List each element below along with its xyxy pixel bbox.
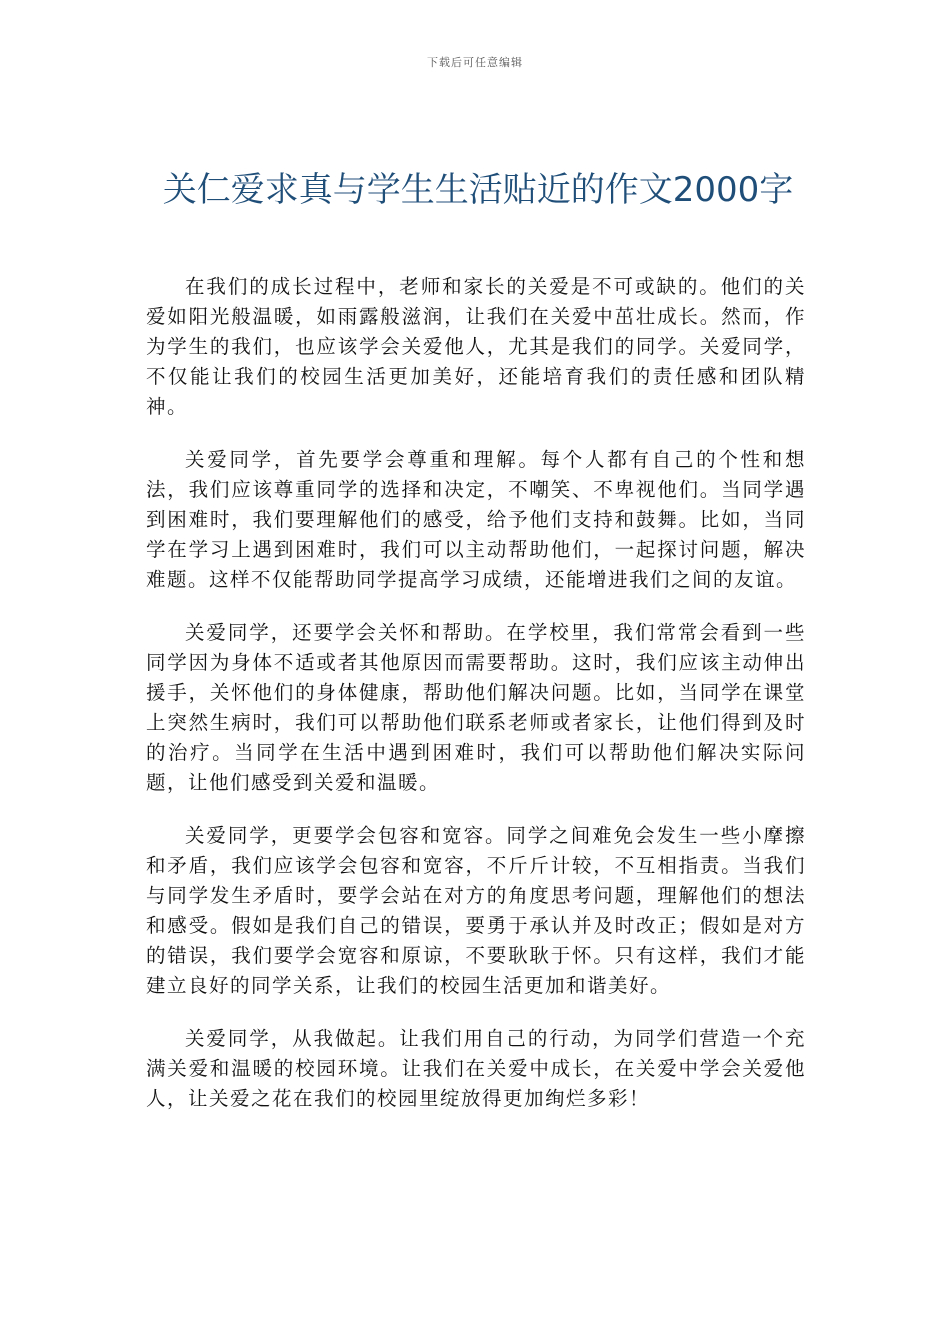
document-title: 关仁爱求真与学生生活贴近的作文2000字 — [162, 170, 794, 210]
body-paragraph: 关爱同学，还要学会关怀和帮助。在学校里，我们常常会看到一些同学因为身体不适或者其他原因而需要帮助。这时，我们应该主动伸出援手，关怀他们的身体健康，帮助他们解决问题。比如，当同学在课堂上突然生病时，我们可以帮助他们联系老师或者家长，让他们得到及时的治疗。当同学在生活中遇到困难时，我们可以帮助他们解决实际问题，让他们感受到关爱和温暖。 — [146, 621, 806, 794]
body-paragraph: 在我们的成长过程中，老师和家长的关爱是不可或缺的。他们的关爱如阳光般温暖，如雨露般滋润，让我们在关爱中茁壮成长。然而，作为学生的我们，也应该学会关爱他人，尤其是我们的同学。关爱同学，不仅能让我们的校园生活更加美好，还能培育我们的责任感和团队精神。 — [146, 275, 806, 418]
body-paragraph: 关爱同学，从我做起。让我们用自己的行动，为同学们营造一个充满关爱和温暖的校园环境。让我们在关爱中成长，在关爱中学会关爱他人，让关爱之花在我们的校园里绽放得更加绚烂多彩！ — [146, 1027, 806, 1110]
document-body — [146, 272, 806, 1137]
header-note: 下载后可任意编辑 — [427, 56, 523, 69]
body-paragraph: 关爱同学，更要学会包容和宽容。同学之间难免会发生一些小摩擦和矛盾，我们应该学会包容和宽容，不斤斤计较，不互相指责。当我们与同学发生矛盾时，要学会站在对方的角度思考问题，理解他们的想法和感受。假如是我们自己的错误，要勇于承认并及时改正；假如是对方的错误，我们要学会宽容和原谅，不要耿耿于怀。只有这样，我们才能建立良好的同学关系，让我们的校园生活更加和谐美好。 — [146, 824, 806, 997]
body-paragraph: 关爱同学，首先要学会尊重和理解。每个人都有自己的个性和想法，我们应该尊重同学的选择和决定，不嘲笑、不卑视他们。当同学遇到困难时，我们要理解他们的感受，给予他们支持和鼓舞。比如，当同学在学习上遇到困难时，我们可以主动帮助他们，一起探讨问题，解决难题。这样不仅能帮助同学提高学习成绩，还能增进我们之间的友谊。 — [146, 448, 806, 591]
